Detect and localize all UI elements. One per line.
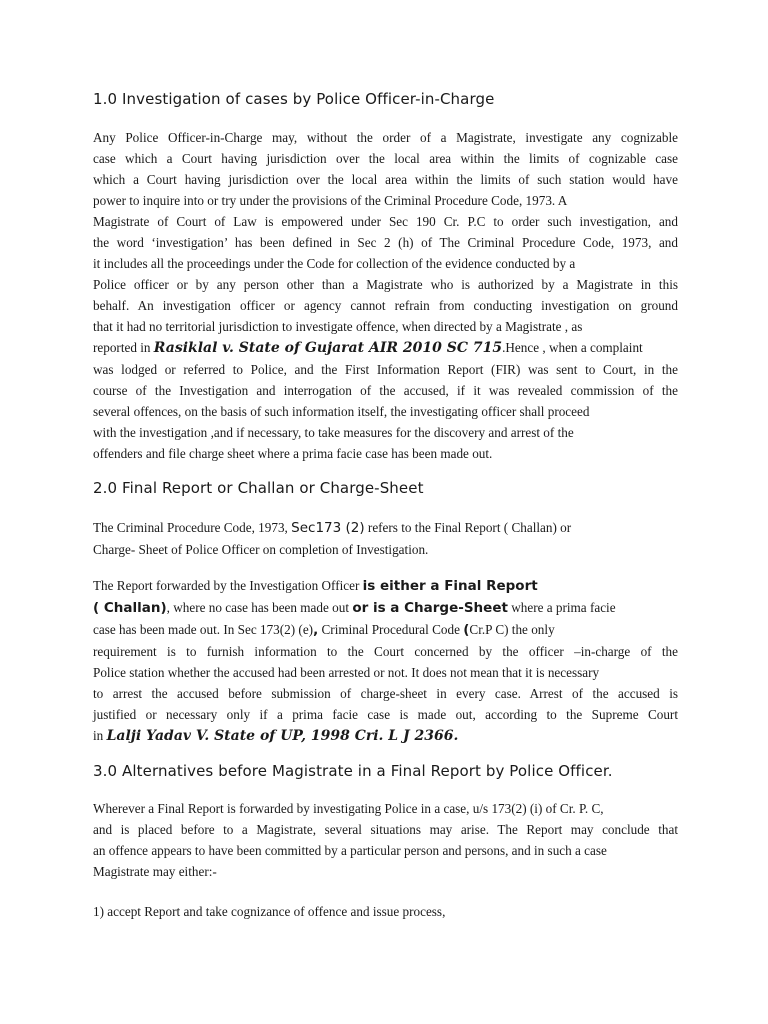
text-line: Police station whether the accused had been arrested or not. It does not mean that it is necessary bbox=[93, 665, 600, 680]
text-line: justified or necessary only if a prima facie case is made out, according to the Supreme Court bbox=[93, 707, 678, 722]
text-line bbox=[93, 575, 678, 597]
text-line bbox=[93, 597, 678, 619]
text-line: which a Court having jurisdiction over the local area within the limits of such station would have bbox=[93, 172, 678, 187]
text-line: requirement is to furnish information to the Court concerned by the officer –in-charge of the bbox=[93, 644, 678, 659]
text-run: in bbox=[93, 728, 107, 743]
section-2-paragraph-2 bbox=[93, 575, 678, 747]
emphasis-text: ( bbox=[463, 622, 470, 638]
text-run: .Hence , when a complaint bbox=[502, 340, 643, 355]
text-run: where a prima facie bbox=[507, 600, 616, 615]
case-citation: Rasiklal v. State of Gujarat AIR 2010 SC 715 bbox=[153, 340, 503, 356]
text-line: was lodged or referred to Police, and the First Information Report (FIR) was sent to Court, in the bbox=[93, 362, 678, 377]
section-3-paragraph bbox=[93, 798, 678, 882]
list-item: 1) accept Report and take cognizance of offence and issue process, bbox=[93, 904, 446, 919]
text-run: Criminal Procedural Code bbox=[318, 622, 464, 637]
text-line: and is placed before to a Magistrate, several situations may arise. The Report may conclude that bbox=[93, 822, 678, 837]
text-line: power to inquire into or try under the provisions of the Criminal Procedure Code, 1973. A bbox=[93, 193, 568, 208]
section-1-paragraph bbox=[93, 127, 678, 464]
text-line bbox=[93, 725, 678, 747]
text-run: The Report forwarded by the Investigation Officer bbox=[93, 578, 363, 593]
section-heading-1: 1.0 Investigation of cases by Police Officer-in-Charge bbox=[93, 90, 495, 108]
text-line: with the investigation ,and if necessary, to take measures for the discovery and arrest of the bbox=[93, 425, 574, 440]
text-run: reported in bbox=[93, 340, 154, 355]
text-line: Magistrate of Court of Law is empowered under Sec 190 Cr. P.C to order such investigation, and bbox=[93, 214, 678, 229]
text-line: Magistrate may either:- bbox=[93, 864, 217, 879]
text-line: offenders and file charge sheet where a prima facie case has been made out. bbox=[93, 446, 493, 461]
section-heading-2: 2.0 Final Report or Challan or Charge-Sheet bbox=[93, 479, 424, 497]
text-line: course of the Investigation and interrogation of the accused, if it was revealed commission of the bbox=[93, 383, 678, 398]
text-line: to arrest the accused before submission of charge-sheet in every case. Arrest of the accused is bbox=[93, 686, 678, 701]
emphasis-text: , bbox=[313, 622, 319, 638]
text-run: The Criminal Procedure Code, 1973, bbox=[93, 520, 292, 535]
text-line: that it had no territorial jurisdiction to investigate offence, when directed by a Magistrate , as bbox=[93, 319, 583, 334]
text-line: Charge- Sheet of Police Officer on completion of Investigation. bbox=[93, 542, 429, 557]
text-run: refers to the Final Report ( Challan) or bbox=[364, 520, 572, 535]
case-citation: Lalji Yadav V. State of UP, 1998 Cri. L J 2366. bbox=[106, 728, 459, 744]
text-run: case has been made out. In Sec 173(2) (e) bbox=[93, 622, 314, 637]
section-reference: Sec173 (2) bbox=[291, 520, 365, 536]
text-run: Cr.P C) the only bbox=[469, 622, 555, 637]
emphasis-text: ( Challan) bbox=[93, 600, 167, 616]
text-line: the word ‘investigation’ has been defined in Sec 2 (h) of The Criminal Procedure Code, 1973, and bbox=[93, 235, 678, 250]
text-line: case which a Court having jurisdiction over the local area within the limits of cognizable case bbox=[93, 151, 678, 166]
text-line: it includes all the proceedings under the Code for collection of the evidence conducted by a bbox=[93, 256, 576, 271]
section-heading-3: 3.0 Alternatives before Magistrate in a Final Report by Police Officer. bbox=[93, 762, 613, 780]
text-line: Police officer or by any person other than a Magistrate who is authorized by a Magistrate in this bbox=[93, 277, 678, 292]
text-line bbox=[93, 337, 678, 359]
emphasis-text: is either a Final Report bbox=[362, 578, 538, 594]
section-3-list-item bbox=[93, 901, 678, 922]
section-2-paragraph-1 bbox=[93, 517, 678, 560]
text-line: an offence appears to have been committed by a particular person and persons, and in such a case bbox=[93, 843, 607, 858]
emphasis-text: or is a Charge-Sheet bbox=[352, 600, 508, 616]
text-line bbox=[93, 517, 678, 539]
text-line bbox=[93, 619, 678, 641]
text-line: Any Police Officer-in-Charge may, without the order of a Magistrate, investigate any cognizable bbox=[93, 130, 678, 145]
text-line: behalf. An investigation officer or agency cannot refrain from conducting investigation on ground bbox=[93, 298, 678, 313]
text-run: , where no case has been made out bbox=[166, 600, 353, 615]
text-line: several offences, on the basis of such information itself, the investigating officer shall proceed bbox=[93, 404, 590, 419]
text-line: Wherever a Final Report is forwarded by investigating Police in a case, u/s 173(2) (i) of Cr. P. C, bbox=[93, 801, 604, 816]
